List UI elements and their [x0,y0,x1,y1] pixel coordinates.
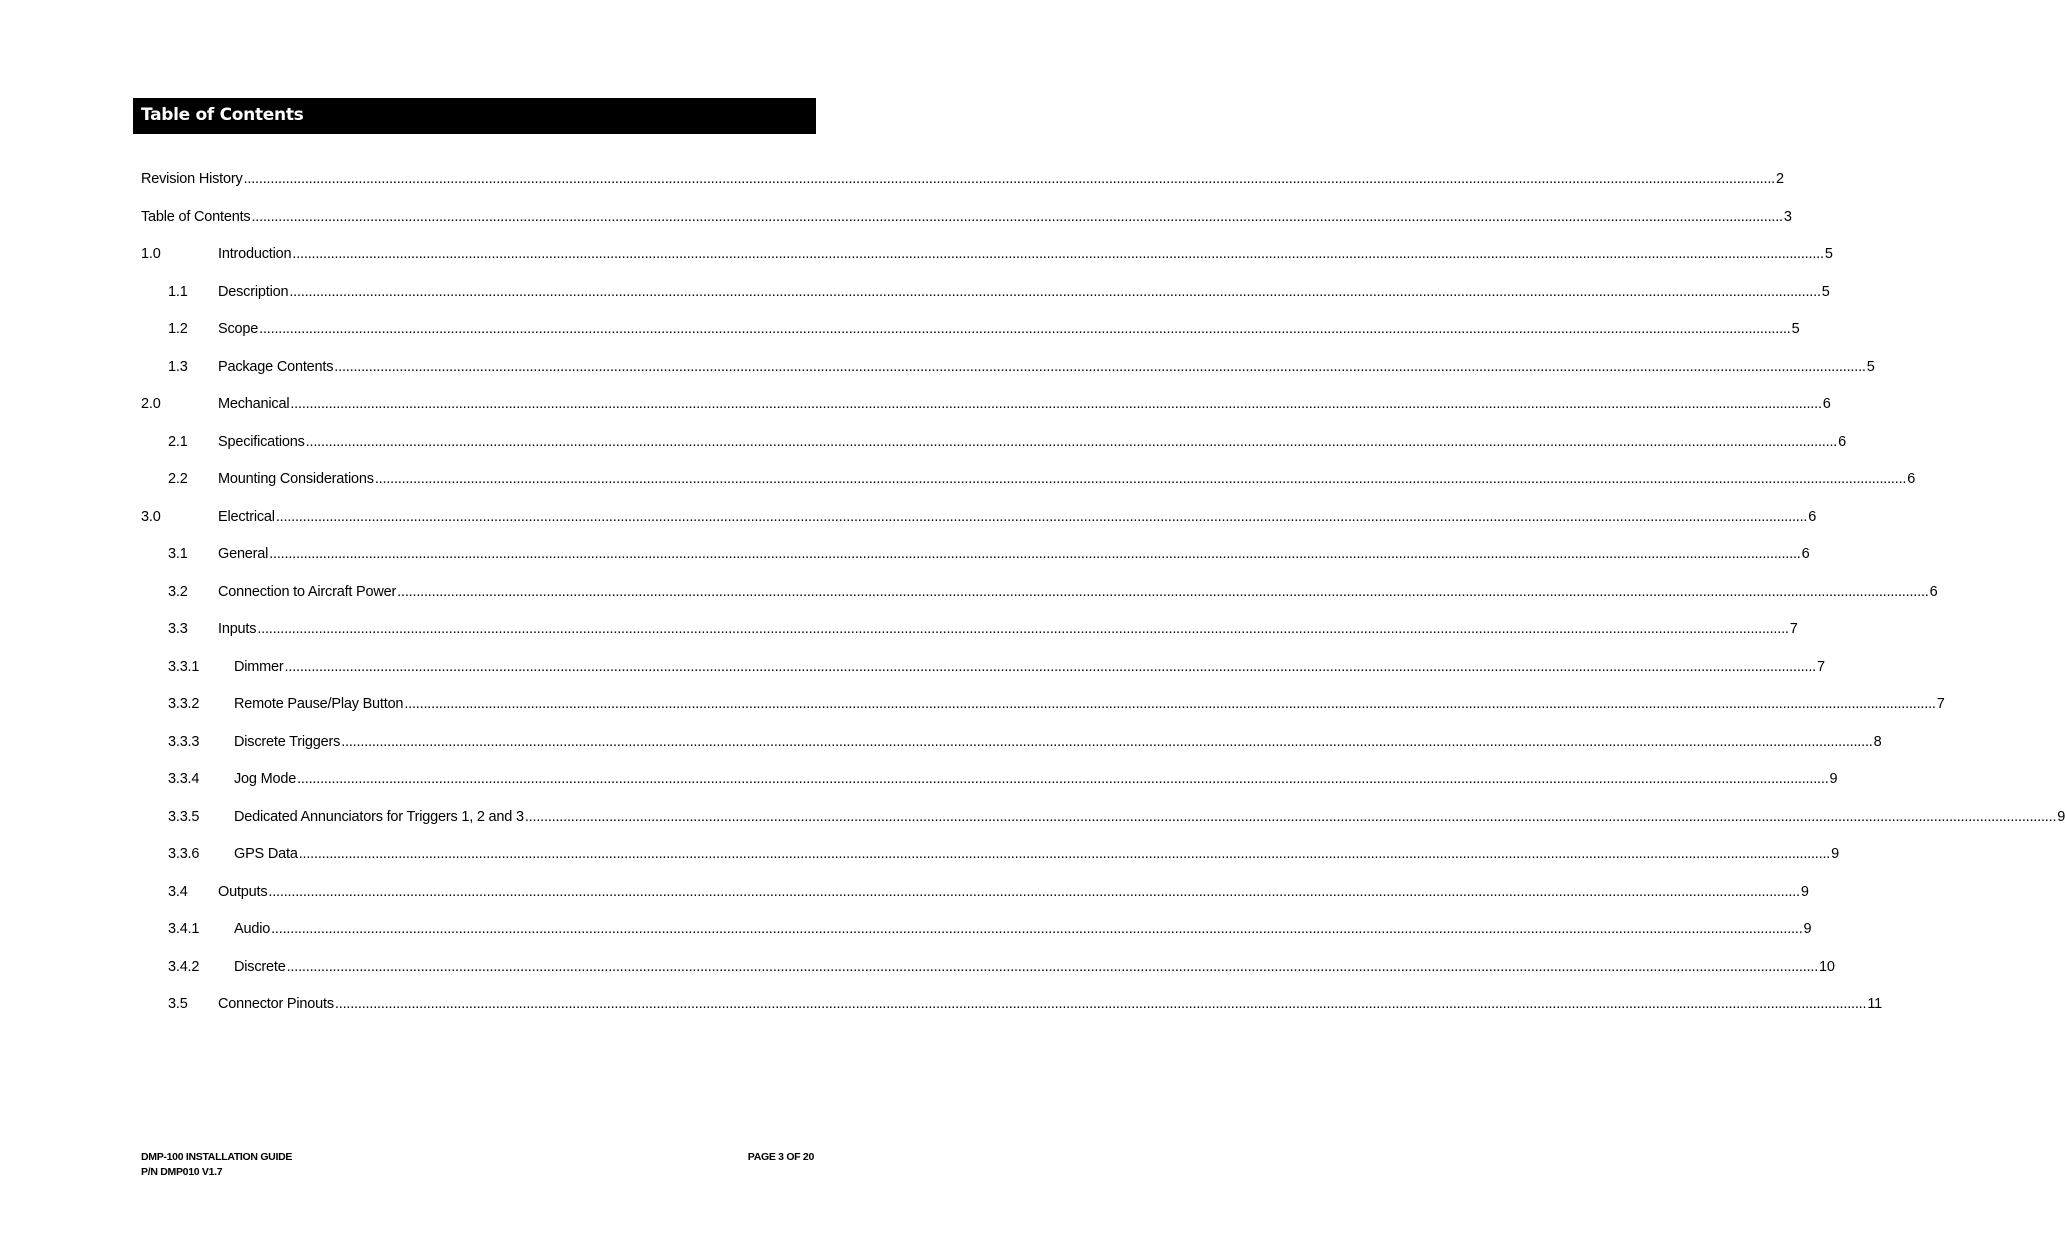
toc-dot-leader: ................................................................................................................................................................................................................................................................................................................................................................................................................ [284,658,1816,675]
toc-entry-label: General [218,546,269,562]
toc-dot-leader: ................................................................................................................................................................................................................................................................................................................................................................................................................ [341,733,1873,750]
toc-dot-leader: ................................................................................................................................................................................................................................................................................................................................................................................................................ [289,283,1821,300]
toc-entry-page: 5 [1791,321,1800,337]
toc-entry-page: 5 [1821,283,1830,300]
toc-entry-label: Description [218,283,289,300]
toc-entry-page: 6 [1838,433,1846,450]
toc-entry-number: 1.0 [141,246,161,262]
toc-entry-label: Package Contents [218,358,334,375]
toc-entry-label: GPS Data [234,846,298,862]
toc-entry-number: 2.1 [168,433,188,450]
toc-entry-number: 3.4.1 [168,921,200,937]
toc-entry-page: 9 [1831,846,1839,862]
toc-entry[interactable] [141,283,1830,322]
toc-entry-number: 1.2 [168,321,188,337]
toc-entry-label: Audio [234,921,271,937]
toc-entry-page: 7 [1936,696,1945,712]
toc-entry-page: 6 [1808,508,1817,525]
toc-entry-page: 7 [1816,658,1825,675]
toc-entry-number: 3.2 [168,583,188,600]
toc-entry-line [218,321,1800,337]
toc-entry[interactable] [141,396,1831,434]
toc-entry-label: Specifications [218,433,305,450]
toc-entry-label: Connector Pinouts [218,996,334,1012]
toc-entry[interactable] [141,733,1882,772]
footer-page-label: PAGE 3 OF 20 [747,1151,814,1163]
page-title: Table of Contents [141,105,304,125]
toc-dot-leader: ................................................................................................................................................................................................................................................................................................................................................................................................................ [259,321,1791,337]
toc-entry-number: 3.3.5 [168,808,200,825]
toc-entry-label: Connection to Aircraft Power [218,583,397,600]
toc-entry-label: Jog Mode [234,771,297,787]
toc-entry[interactable] [141,208,1792,247]
toc-dot-leader: ................................................................................................................................................................................................................................................................................................................................................................................................................ [251,208,1783,225]
toc-entry[interactable] [141,921,1812,959]
toc-entry[interactable] [141,658,1825,697]
toc-entry-line [218,471,1916,487]
toc-entry-number: 3.0 [141,508,161,525]
toc-dot-leader: ................................................................................................................................................................................................................................................................................................................................................................................................................ [269,546,1801,562]
toc-entry-page: 9 [1800,883,1809,900]
toc-entry-line [218,546,1810,562]
toc-entry-number: 3.5 [168,996,188,1012]
toc-entry[interactable] [141,246,1833,284]
toc-entry-label: Discrete Triggers [234,733,341,750]
toc-entry-line [218,433,1846,450]
toc-dot-leader: ................................................................................................................................................................................................................................................................................................................................................................................................................ [257,621,1789,637]
toc-dot-leader: ................................................................................................................................................................................................................................................................................................................................................................................................................ [275,508,1808,525]
footer-doc-title: DMP-100 INSTALLATION GUIDE [141,1151,293,1163]
toc-entry[interactable] [141,771,1838,809]
toc-entry-label: Mounting Considerations [218,471,374,487]
footer-left [141,1150,292,1179]
toc-entry-page: 7 [1789,621,1798,637]
footer-right [748,1150,814,1165]
section-title-bar [133,98,816,134]
toc-entry-label: Outputs [218,883,268,900]
toc-dot-leader: ................................................................................................................................................................................................................................................................................................................................................................................................................ [397,583,1929,600]
toc-entry-label: Dedicated Annunciators for Triggers 1, 2 and 3 [234,808,524,825]
toc-entry[interactable] [141,883,1809,922]
toc-entry-line [218,508,1817,525]
toc-dot-leader: ................................................................................................................................................................................................................................................................................................................................................................................................................ [243,171,1775,187]
toc-entry[interactable] [141,583,1938,622]
toc-entry-page: 9 [2057,808,2065,825]
toc-entry[interactable] [141,358,1875,397]
toc-entry-label: Dimmer [234,658,284,675]
toc-entry-number: 3.3.3 [168,733,200,750]
toc-entry[interactable] [141,808,2065,847]
toc-entry[interactable] [141,171,1784,209]
toc-entry-page: 5 [1866,358,1875,375]
toc-entry-number: 3.3.2 [168,696,200,712]
toc-entry-number: 3.4 [168,883,188,900]
toc-entry-label: Introduction [218,246,292,262]
toc-entry-label: Mechanical [218,396,290,412]
toc-entry-line [234,733,1882,750]
toc-entry-line [234,846,1839,862]
toc-dot-leader: ................................................................................................................................................................................................................................................................................................................................................................................................................ [305,433,1838,450]
toc-dot-leader: ................................................................................................................................................................................................................................................................................................................................................................................................................ [404,696,1936,712]
toc-entry-line [218,396,1831,412]
toc-entry[interactable] [141,508,1817,547]
toc-entry-line [234,771,1838,787]
toc-entry-page: 5 [1824,246,1833,262]
toc-entry-number: 3.3.6 [168,846,200,862]
toc-entry-label: Electrical [218,508,275,525]
toc-entry-number: 2.0 [141,396,161,412]
toc-entry-page: 6 [1801,546,1810,562]
toc-entry-line [234,958,1835,975]
toc-dot-leader: ................................................................................................................................................................................................................................................................................................................................................................................................................ [298,846,1831,862]
toc-entry-line [218,358,1875,375]
toc-entry-number: 1.3 [168,358,188,375]
toc-entry-label: Table of Contents [141,208,251,225]
toc-entry-number: 3.1 [168,546,188,562]
toc-entry-number: 1.1 [168,283,188,300]
toc-entry[interactable] [141,471,1916,509]
toc-dot-leader: ................................................................................................................................................................................................................................................................................................................................................................................................................ [292,246,1824,262]
toc-entry-label: Inputs [218,621,257,637]
footer-part-number: P/N DMP010 V1.7 [141,1165,223,1178]
toc-entry-page: 6 [1822,396,1831,412]
toc-entry-line [218,996,1882,1012]
toc-entry-number: 2.2 [168,471,188,487]
toc-entry[interactable] [141,846,1839,884]
toc-entry-page: 6 [1929,583,1938,600]
toc-entry[interactable] [141,696,1945,734]
toc-entry-line [218,621,1798,637]
toc-dot-leader: ................................................................................................................................................................................................................................................................................................................................................................................................................ [286,958,1819,975]
toc-entry-line [234,658,1825,675]
toc-entry-page: 11 [1867,996,1882,1012]
toc-entry[interactable] [141,433,1846,472]
toc-entry-line [234,921,1812,937]
toc-dot-leader: ................................................................................................................................................................................................................................................................................................................................................................................................................ [271,921,1803,937]
toc-entry-page: 3 [1783,208,1792,225]
toc-entry-line [234,808,2065,825]
toc-entry-line [234,696,1945,712]
toc-entry[interactable] [141,546,1810,584]
toc-entry[interactable] [141,321,1800,359]
toc-entry-line [218,583,1938,600]
toc-entry-page: 9 [1803,921,1812,937]
toc-entry-number: 3.3.4 [168,771,200,787]
toc-entry-label: Remote Pause/Play Button [234,696,404,712]
toc-entry[interactable] [141,996,1882,1034]
toc-entry-page: 8 [1873,733,1882,750]
toc-entry-line [218,283,1830,300]
toc-dot-leader: ................................................................................................................................................................................................................................................................................................................................................................................................................ [268,883,1800,900]
toc-entry-line [141,171,1784,187]
toc-dot-leader: ................................................................................................................................................................................................................................................................................................................................................................................................................ [524,808,2057,825]
toc-entry-page: 6 [1907,471,1916,487]
table-of-contents [141,171,2065,1034]
toc-entry-number: 3.4.2 [168,958,200,975]
toc-entry-label: Scope [218,321,259,337]
toc-entry-label: Revision History [141,171,243,187]
toc-dot-leader: ................................................................................................................................................................................................................................................................................................................................................................................................................ [334,358,1866,375]
toc-entry-line [141,208,1792,225]
toc-entry[interactable] [141,958,1835,997]
toc-dot-leader: ................................................................................................................................................................................................................................................................................................................................................................................................................ [290,396,1822,412]
toc-entry-page: 9 [1829,771,1838,787]
toc-entry-number: 3.3 [168,621,188,637]
toc-entry-line [218,246,1833,262]
toc-entry-label: Discrete [234,958,286,975]
toc-dot-leader: ................................................................................................................................................................................................................................................................................................................................................................................................................ [297,771,1829,787]
toc-entry-page: 10 [1819,958,1835,975]
toc-entry-number: 3.3.1 [168,658,200,675]
toc-dot-leader: ................................................................................................................................................................................................................................................................................................................................................................................................................ [334,996,1867,1012]
toc-entry-page: 2 [1776,171,1784,187]
toc-dot-leader: ................................................................................................................................................................................................................................................................................................................................................................................................................ [374,471,1907,487]
toc-entry[interactable] [141,621,1798,659]
toc-entry-line [218,883,1809,900]
